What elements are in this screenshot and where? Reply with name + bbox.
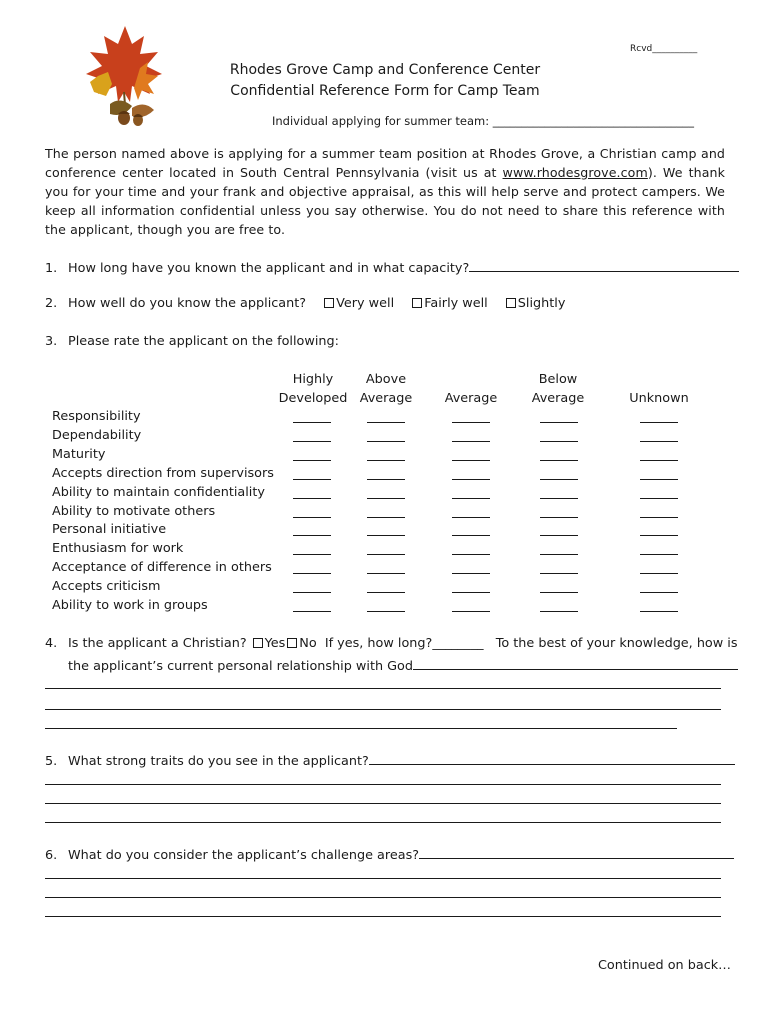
rating-blank[interactable] [640,441,678,442]
rating-blank[interactable] [452,554,490,555]
rating-blank[interactable] [540,441,578,442]
question-3: 3. Please rate the applicant on the following: [45,334,339,349]
q4-answer-line[interactable] [45,709,721,710]
rating-blank[interactable] [452,460,490,461]
how-long-field[interactable]: ________ [432,636,484,651]
rating-blank[interactable] [367,517,405,518]
rating-blank[interactable] [293,517,331,518]
col-header-average: Average [444,391,498,406]
trait-label: Ability to maintain confidentiality [52,485,265,500]
rating-blank[interactable] [367,535,405,536]
rating-blank[interactable] [367,498,405,499]
col-header-unknown: Unknown [629,391,689,406]
question-4: 4. Is the applicant a Christian? Yes No If yes, how long?________ To the best of your knowledge, how is [45,636,738,651]
rating-blank[interactable] [452,422,490,423]
rating-blank[interactable] [293,592,331,593]
rating-blank[interactable] [293,460,331,461]
q4-answer-line[interactable] [45,688,721,689]
rating-blank[interactable] [367,460,405,461]
question-1: 1. How long have you known the applicant and in what capacity? [45,258,739,276]
rating-blank[interactable] [452,611,490,612]
q6-answer-line[interactable] [45,878,721,879]
rating-blank[interactable] [293,573,331,574]
rating-blank[interactable] [540,592,578,593]
rating-blank[interactable] [640,422,678,423]
rating-blank[interactable] [540,611,578,612]
rating-blank[interactable] [640,573,678,574]
question-6: 6. What do you consider the applicant’s challenge areas? [45,845,734,863]
rating-blank[interactable] [640,460,678,461]
question-2: 2. How well do you know the applicant? Very well Fairly well Slightly [45,296,566,311]
trait-label: Dependability [52,428,142,443]
rating-blank[interactable] [640,611,678,612]
rating-blank[interactable] [452,479,490,480]
trait-label: Personal initiative [52,522,167,537]
form-title-line2: Confidential Reference Form for Camp Team [230,83,540,99]
question-5: 5. What strong traits do you see in the applicant? [45,751,735,769]
rating-blank[interactable] [452,535,490,536]
rating-blank[interactable] [640,498,678,499]
very-well-checkbox[interactable] [324,298,334,308]
form-title-line1: Rhodes Grove Camp and Conference Center [229,62,541,78]
rating-blank[interactable] [640,517,678,518]
rating-blank[interactable] [640,554,678,555]
rating-blank[interactable] [293,498,331,499]
rating-blank[interactable] [452,498,490,499]
rating-blank[interactable] [640,535,678,536]
q5-answer-line[interactable] [45,822,721,823]
rating-blank[interactable] [367,422,405,423]
fairly-well-checkbox[interactable] [412,298,422,308]
website-link[interactable]: www.rhodesgrove.com [502,165,648,180]
q4-answer-line[interactable] [413,656,738,670]
rating-blank[interactable] [540,460,578,461]
q5-answer-line[interactable] [45,803,721,804]
rating-blank[interactable] [367,611,405,612]
trait-label: Ability to motivate others [52,504,216,519]
col-header-below-average: Below Average [531,372,585,406]
q6-answer-line[interactable] [45,897,721,898]
q4-answer-line[interactable] [45,728,677,729]
rating-blank[interactable] [367,441,405,442]
rating-blank[interactable] [367,554,405,555]
rating-blank[interactable] [640,479,678,480]
rating-blank[interactable] [540,498,578,499]
rating-blank[interactable] [540,573,578,574]
rating-blank[interactable] [293,441,331,442]
rating-blank[interactable] [293,535,331,536]
trait-label: Accepts criticism [52,579,161,594]
rating-blank[interactable] [540,479,578,480]
intro-paragraph: The person named above is applying for a summer team position at Rhodes Grove, a Christian camp and conference center located in South Central Pennsylvania (visit us at www.rhodesgrove.com). We thank you for your time and your frank and objective appraisal, as this will help serve and protect campers. We keep all information confidential unless you say otherwise. You do not need to share this reference with the applicant, though you are free to. [45,146,725,237]
rating-blank[interactable] [640,592,678,593]
rating-blank[interactable] [367,479,405,480]
q6-answer-line[interactable] [419,845,734,859]
col-header-above-average: Above Average [359,372,413,406]
rating-blank[interactable] [367,592,405,593]
rating-blank[interactable] [293,479,331,480]
q6-answer-line[interactable] [45,916,721,917]
trait-label: Responsibility [52,409,141,424]
christian-no-checkbox[interactable] [287,638,297,648]
trait-label: Ability to work in groups [52,598,208,613]
rating-blank[interactable] [540,554,578,555]
rating-blank[interactable] [293,554,331,555]
slightly-checkbox[interactable] [506,298,516,308]
trait-label: Enthusiasm for work [52,541,184,556]
rating-blank[interactable] [293,611,331,612]
rating-blank[interactable] [540,535,578,536]
q5-answer-line[interactable] [45,784,721,785]
trait-label: Accepts direction from supervisors [52,466,274,481]
col-header-highly-developed: Highly Developed [278,372,348,406]
rating-blank[interactable] [452,573,490,574]
rating-blank[interactable] [540,422,578,423]
trait-label: Acceptance of difference in others [52,560,272,575]
camp-logo-leaves [80,22,170,132]
rating-blank[interactable] [452,441,490,442]
received-field[interactable]: Rcvd__________ [630,44,698,54]
trait-label: Maturity [52,447,106,462]
applicant-name-field[interactable]: Individual applying for summer team: ___________________________________ [272,114,694,128]
rating-blank[interactable] [452,517,490,518]
rating-blank[interactable] [540,517,578,518]
rating-blank[interactable] [367,573,405,574]
q5-answer-line[interactable] [369,751,735,765]
rating-blank[interactable] [293,422,331,423]
question-4-line2: the applicant’s current personal relationship with God [68,656,738,674]
christian-yes-checkbox[interactable] [253,638,263,648]
q1-answer-line[interactable] [469,258,739,272]
rating-blank[interactable] [452,592,490,593]
continued-on-back: Continued on back… [598,958,731,973]
